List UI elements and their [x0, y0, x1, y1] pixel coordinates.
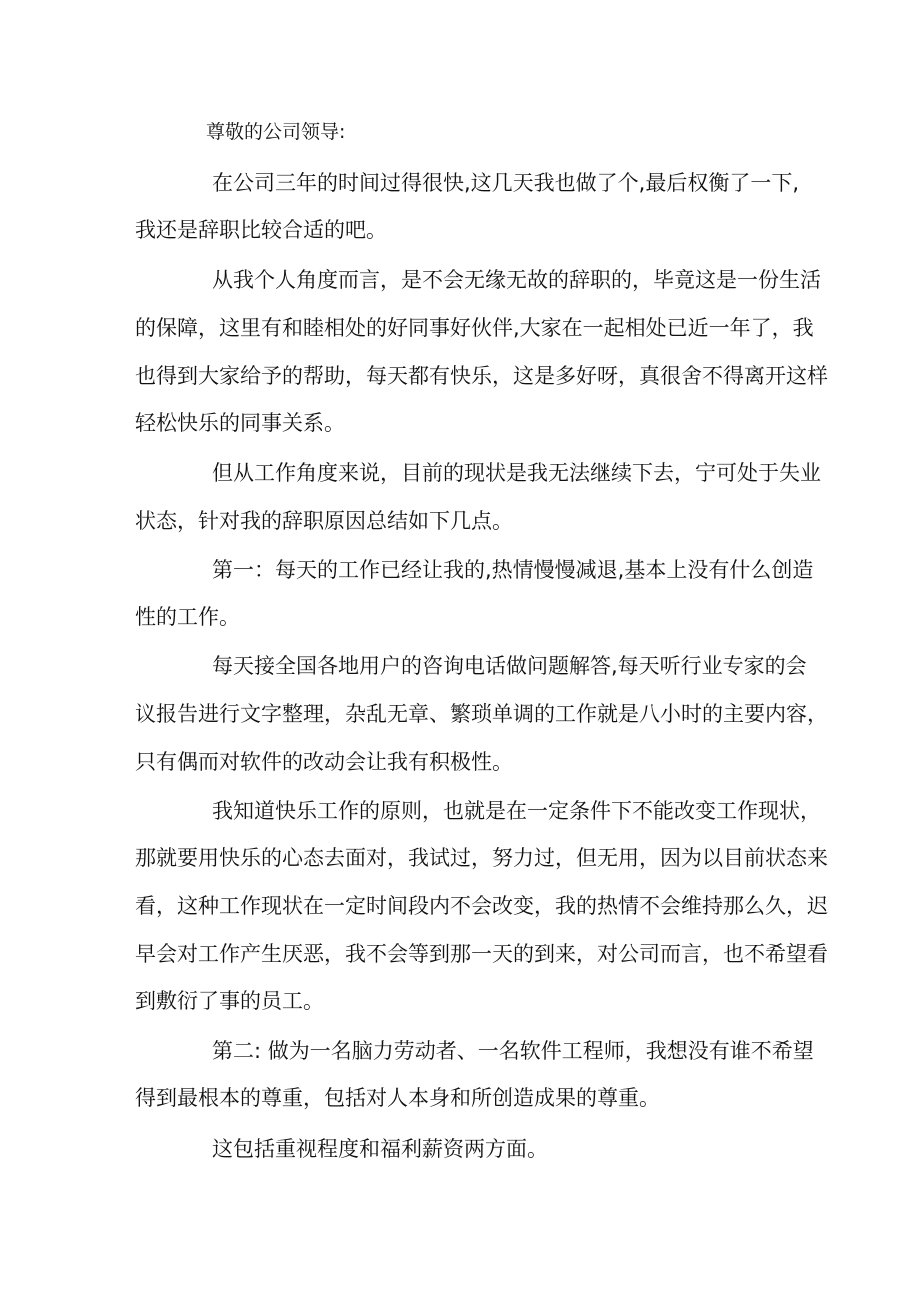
paragraph-6-line-3: 看，这种工作现状在一定时间段内不会改变，我的热情不会维持那么久，迟: [135, 894, 828, 918]
paragraph-5-line-2: 议报告进行文字整理，杂乱无章、繁琐单调的工作就是八小时的主要内容，: [135, 702, 828, 726]
paragraph-8-line-1: 这包括重视程度和福利薪资两方面。: [212, 1137, 548, 1161]
paragraph-1-line-1: 在公司三年的时间过得很快,这几天我也做了个,最后权衡了一下,: [212, 171, 800, 195]
paragraph-3-line-2: 状态，针对我的辞职原因总结如下几点。: [135, 509, 513, 533]
paragraph-6-line-1: 我知道快乐工作的原则，也就是在一定条件下不能改变工作现状，: [212, 799, 821, 823]
paragraph-2-line-4: 轻松快乐的同事关系。: [135, 411, 345, 435]
paragraph-1-line-2: 我还是辞职比较合适的吧。: [135, 218, 387, 242]
paragraph-7-line-2: 得到最根本的尊重，包括对人本身和所创造成果的尊重。: [135, 1086, 660, 1110]
paragraph-7-line-1: 第二: 做为一名脑力劳动者、一名软件工程师，我想没有谁不希望: [212, 1039, 814, 1063]
paragraph-6-line-2: 那就要用快乐的心态去面对，我试过，努力过，但无用，因为以目前状态来: [135, 846, 828, 870]
salutation: 尊敬的公司领导:: [206, 121, 346, 143]
paragraph-5-line-1: 每天接全国各地用户的咨询电话做问题解答,每天听行业专家的会: [212, 654, 807, 678]
paragraph-6-line-4: 早会对工作产生厌恶，我不会等到那一天的到来，对公司而言，也不希望看: [135, 942, 828, 966]
paragraph-2-line-2: 的保障，这里有和睦相处的好同事好伙伴,大家在一起相处已近一年了，我: [135, 316, 814, 340]
paragraph-3-line-1: 但从工作角度来说，目前的现状是我无法继续下去，宁可处于失业: [212, 461, 821, 485]
paragraph-5-line-3: 只有偶而对软件的改动会让我有积极性。: [135, 750, 513, 774]
paragraph-4-line-1: 第一：每天的工作已经让我的,热情慢慢减退,基本上没有什么创造: [212, 558, 814, 582]
paragraph-4-line-2: 性的工作。: [135, 605, 240, 629]
paragraph-2-line-1: 从我个人角度而言，是不会无缘无故的辞职的，毕竟这是一份生活: [212, 268, 821, 292]
paragraph-6-line-5: 到敷衍了事的员工。: [135, 989, 324, 1013]
paragraph-2-line-3: 也得到大家给予的帮助，每天都有快乐，这是多好呀，真很舍不得离开这样: [135, 364, 828, 388]
